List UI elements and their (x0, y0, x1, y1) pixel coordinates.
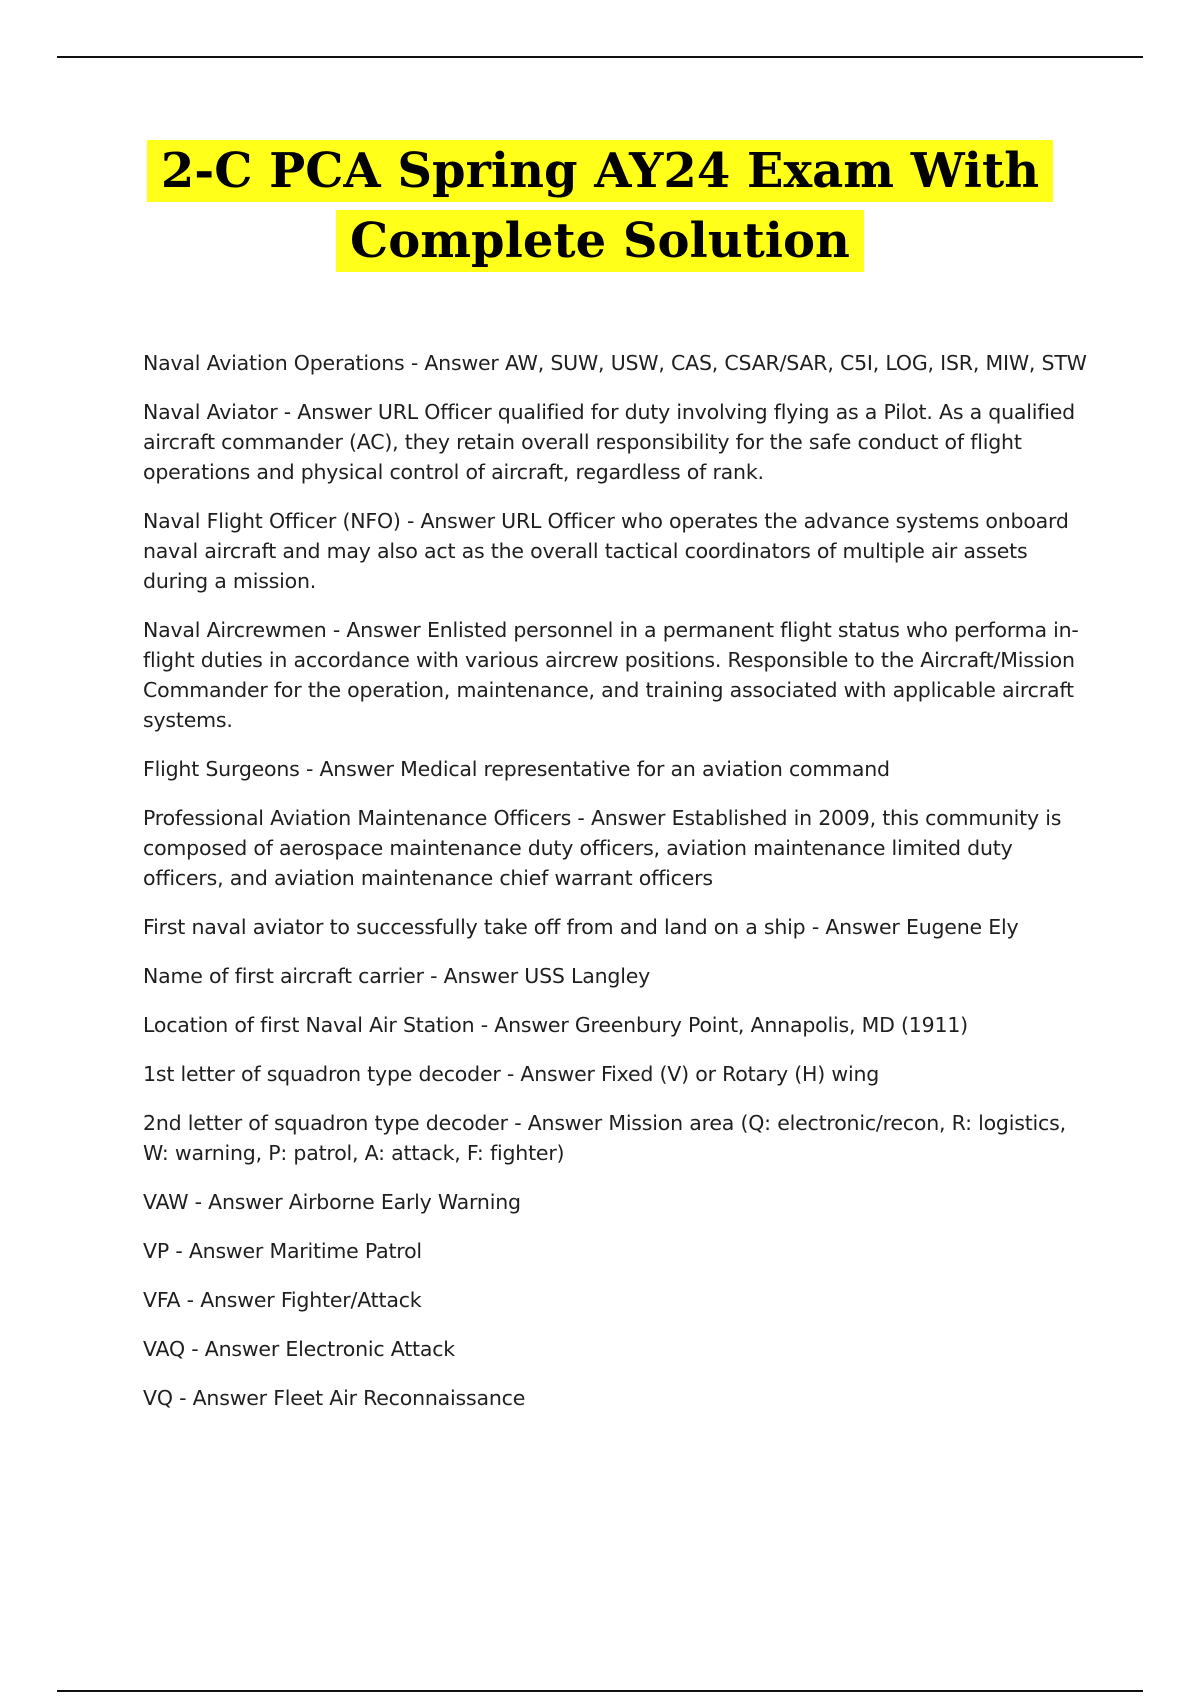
qa-answer-label: - Answer (474, 1013, 575, 1037)
qa-term: VQ (143, 1386, 173, 1410)
qa-term: Naval Flight Officer (NFO) (143, 509, 401, 533)
qa-answer-label: - Answer (188, 1190, 289, 1214)
qa-entry (143, 803, 1093, 893)
qa-answer: URL Officer qualified for duty involving flying as a Pilot. As a qualified aircraft commander (AC), they retain overall responsibility for the safe conduct of flight operations and physical control of aircraft, regardless of rank. (143, 400, 1075, 484)
qa-entry (143, 506, 1093, 596)
qa-answer: Fixed (V) or Rotary (H) wing (601, 1062, 880, 1086)
qa-answer-label: - Answer (326, 618, 427, 642)
qa-answer: Electronic Attack (285, 1337, 455, 1361)
qa-term: Naval Aviator (143, 400, 278, 424)
qa-answer-label: - Answer (169, 1239, 270, 1263)
qa-answer-label: - Answer (571, 806, 672, 830)
bottom-rule (57, 1690, 1143, 1692)
qa-answer-label: - Answer (172, 1386, 274, 1410)
qa-answer: URL Officer who operates the advance systems onboard naval aircraft and may also act as the overall tactical coordinators of multiple air assets during a mission. (143, 509, 1069, 593)
qa-term: Naval Aviation Operations (143, 351, 405, 375)
qa-answer-label: - Answer (423, 964, 525, 988)
qa-answer: AW, SUW, USW, CAS, CSAR/SAR, C5I, LOG, ISR, MIW, STW (504, 351, 1087, 375)
qa-term: First naval aviator to successfully take off from and land on a ship (143, 915, 806, 939)
qa-list (143, 348, 1093, 1432)
qa-entry (143, 1285, 1093, 1315)
qa-term: 1st letter of squadron type decoder (143, 1062, 501, 1086)
qa-answer: Medical representative for an aviation command (400, 757, 890, 781)
qa-answer-label: - Answer (500, 1062, 602, 1086)
qa-answer-label: - Answer (507, 1111, 609, 1135)
title-line-2: Complete Solution (336, 210, 864, 272)
qa-entry (143, 754, 1093, 784)
qa-entry (143, 1059, 1093, 1089)
qa-answer-label: - Answer (805, 915, 906, 939)
qa-entry (143, 1108, 1093, 1168)
qa-term: 2nd letter of squadron type decoder (143, 1111, 508, 1135)
top-rule (57, 56, 1143, 58)
qa-term: Flight Surgeons (143, 757, 300, 781)
qa-term: VFA (143, 1288, 181, 1312)
qa-entry (143, 348, 1093, 378)
qa-answer-label: - Answer (404, 351, 505, 375)
qa-entry (143, 1236, 1093, 1266)
qa-answer: Fleet Air Reconnaissance (273, 1386, 526, 1410)
qa-entry (143, 1010, 1093, 1040)
qa-term: Naval Aircrewmen (143, 618, 327, 642)
qa-entry (143, 961, 1093, 991)
qa-answer: Fighter/Attack (280, 1288, 422, 1312)
qa-term: Name of first aircraft carrier (143, 964, 424, 988)
qa-answer-label: - Answer (180, 1288, 281, 1312)
qa-answer: Established in 2009, this community is composed of aerospace maintenance duty officers, aviation maintenance limited duty officers, and aviation maintenance chief warrant officers (143, 806, 1062, 890)
document-title (0, 140, 1200, 280)
qa-answer: Greenbury Point, Annapolis, MD (1911) (574, 1013, 968, 1037)
qa-entry (143, 615, 1093, 735)
qa-entry (143, 1187, 1093, 1217)
qa-answer: USS Langley (524, 964, 651, 988)
qa-answer: Enlisted personnel in a permanent flight status who performa in-flight duties in accordance with various aircrew positions. Responsible to the Aircraft/Mission Commander for the operation, maintenance, and training associated with applicable aircraft systems. (143, 618, 1079, 732)
qa-answer: Eugene Ely (905, 915, 1019, 939)
qa-answer-label: - Answer (184, 1337, 286, 1361)
qa-entry (143, 1383, 1093, 1413)
qa-entry (143, 1334, 1093, 1364)
qa-answer-label: - Answer (400, 509, 502, 533)
qa-term: VAQ (143, 1337, 185, 1361)
qa-answer: Maritime Patrol (269, 1239, 422, 1263)
qa-term: Location of first Naval Air Station (143, 1013, 475, 1037)
qa-answer: Airborne Early Warning (288, 1190, 521, 1214)
qa-entry (143, 397, 1093, 487)
qa-term: VP (143, 1239, 169, 1263)
qa-answer: Mission area (Q: electronic/recon, R: logistics, W: warning, P: patrol, A: attack, F: fighter) (143, 1111, 1066, 1165)
qa-term: VAW (143, 1190, 189, 1214)
qa-answer-label: - Answer (299, 757, 401, 781)
qa-answer-label: - Answer (277, 400, 378, 424)
title-line-1: 2-C PCA Spring AY24 Exam With (147, 140, 1053, 202)
qa-entry (143, 912, 1093, 942)
qa-term: Professional Aviation Maintenance Officers (143, 806, 572, 830)
